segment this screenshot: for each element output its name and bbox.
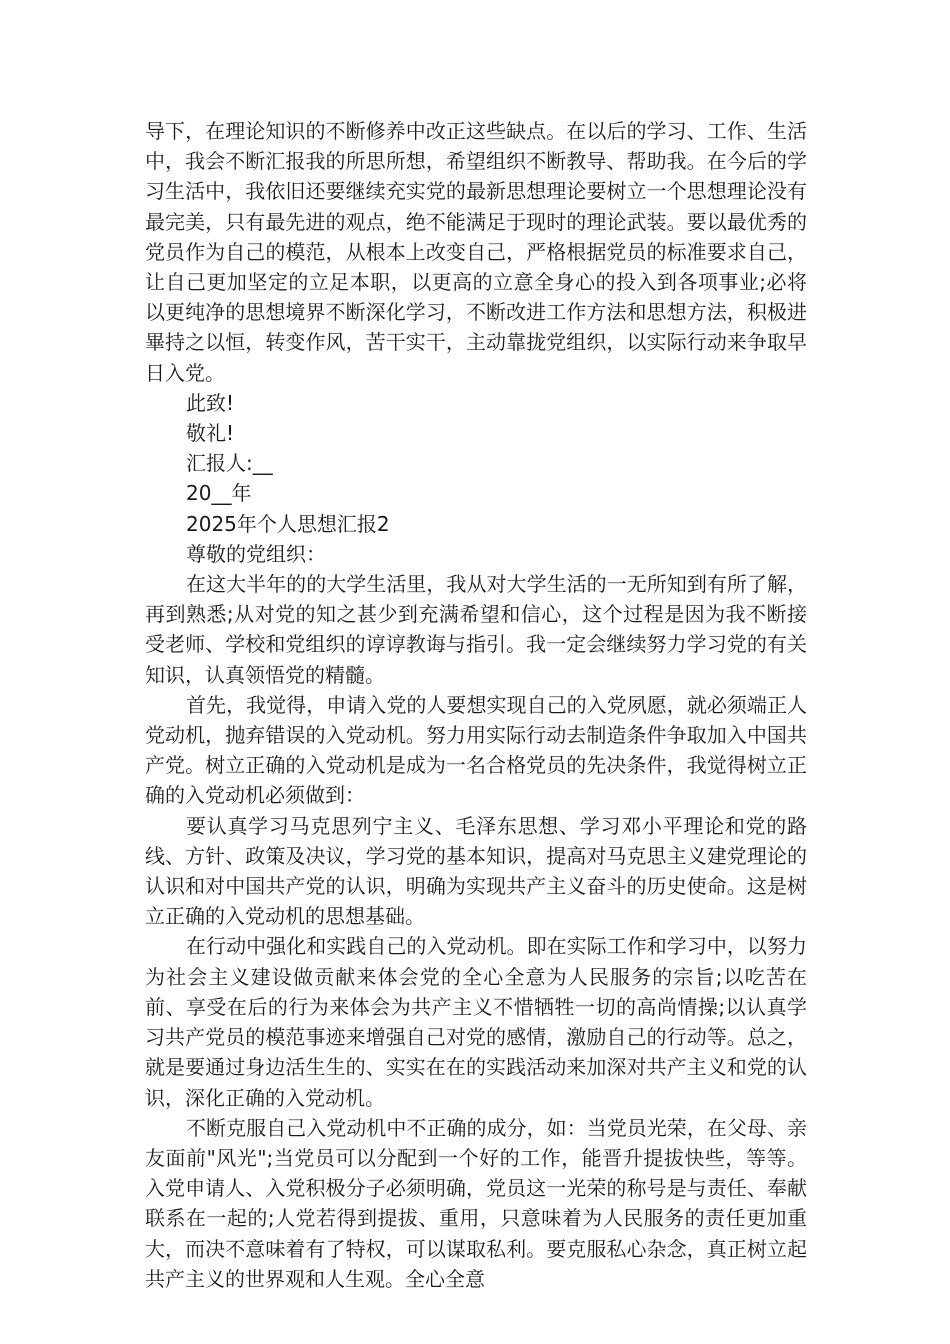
paragraph-continued: 导下，在理论知识的不断修养中改正这些缺点。在以后的学习、工作、生活中，我会不断汇报我的所思所想，希望组织不断教导、帮助我。在今后的学习生活中，我依旧还要继续充实党的最新思想理论要树立一个思想理论没有最完美，只有最先进的观点，绝不能满足于现时的理论武装。要以最优秀的党员作为自己的模范，从根本上改变自己，严格根据党员的标准要求自己，让自己更加坚定的立足本职，以更高的立意全身心的投入到各项事业;必将以更纯净的思想境界不断深化学习，不断改进工作方法和思想方法，积极进畢持之以恒，转变作风，苦干实干，主动靠拢党组织，以实际行动来争取早日入党。: [145, 119, 807, 385]
paragraph-4: 在行动中强化和实践自己的入党动机。即在实际工作和学习中，以努力为社会主义建设做贡献来体会党的全心全意为人民服务的宗旨;以吃苦在前、享受在后的行为来体会为共产主义不惜牺牲一切的高尚情操;以认真学习共产党员的模范事迹来增强自己对党的感情，激励自己的行动等。总之，就是要通过身边活生生的、实实在在的实践活动来加深对共产主义和党的认识，深化正确的入党动机。: [145, 934, 807, 1110]
closing-line: 此致!: [186, 390, 235, 415]
salute-line: 敬礼!: [186, 421, 235, 446]
signer-line: 汇报人:__: [186, 451, 273, 476]
date-line: 20__年: [186, 481, 252, 506]
paragraph-2: 首先，我觉得，申请入党的人要想实现自己的入党夙愿，就必须端正人党动机，抛弃错误的入党动机。努力用实际行动去制造条件争取加入中国共产党。树立正确的入党动机是成为一名合格党员的先决条件，我觉得树立正确的入党动机必须做到：: [145, 692, 807, 808]
document-body: [145, 116, 807, 1294]
section-title: 2025年个人思想汇报2: [186, 511, 390, 536]
paragraph-3: 要认真学习马克思列宁主义、毛泽东思想、学习邓小平理论和党的路线、方针、政策及决议，学习党的基本知识，提高对马克思主义建党理论的认识和对中国共产党的认识，明确为实现共产主义奋斗的历史使命。这是树立正确的入党动机的思想基础。: [145, 813, 807, 929]
paragraph-5: 不断克服自己入党动机中不正确的成分，如：当党员光荣，在父母、亲友面前"风光";当党员可以分配到一个好的工作，能晋升提拔快些，等等。入党申请人、入党积极分子必须明确，党员这一光荣的称号是与责任、奉献联系在一起的;人党若得到提拔、重用，只意味着为人民服务的责任更加重大，而决不意味着有了特权，可以谋取私利。要克服私心杂念，真正树立起共产主义的世界观和人生观。全心全意: [145, 1115, 807, 1291]
paragraph-1: 在这大半年的的大学生活里，我从对大学生活的一无所知到有所了解，再到熟悉;从对党的知之甚少到充满希望和信心，这个过程是因为我不断接受老师、学校和党组织的谆谆教诲与指引。我一定会继续努力学习党的有关知识，认真领悟党的精髓。: [145, 572, 807, 687]
greeting-line: 尊敬的党组织：: [186, 541, 326, 566]
